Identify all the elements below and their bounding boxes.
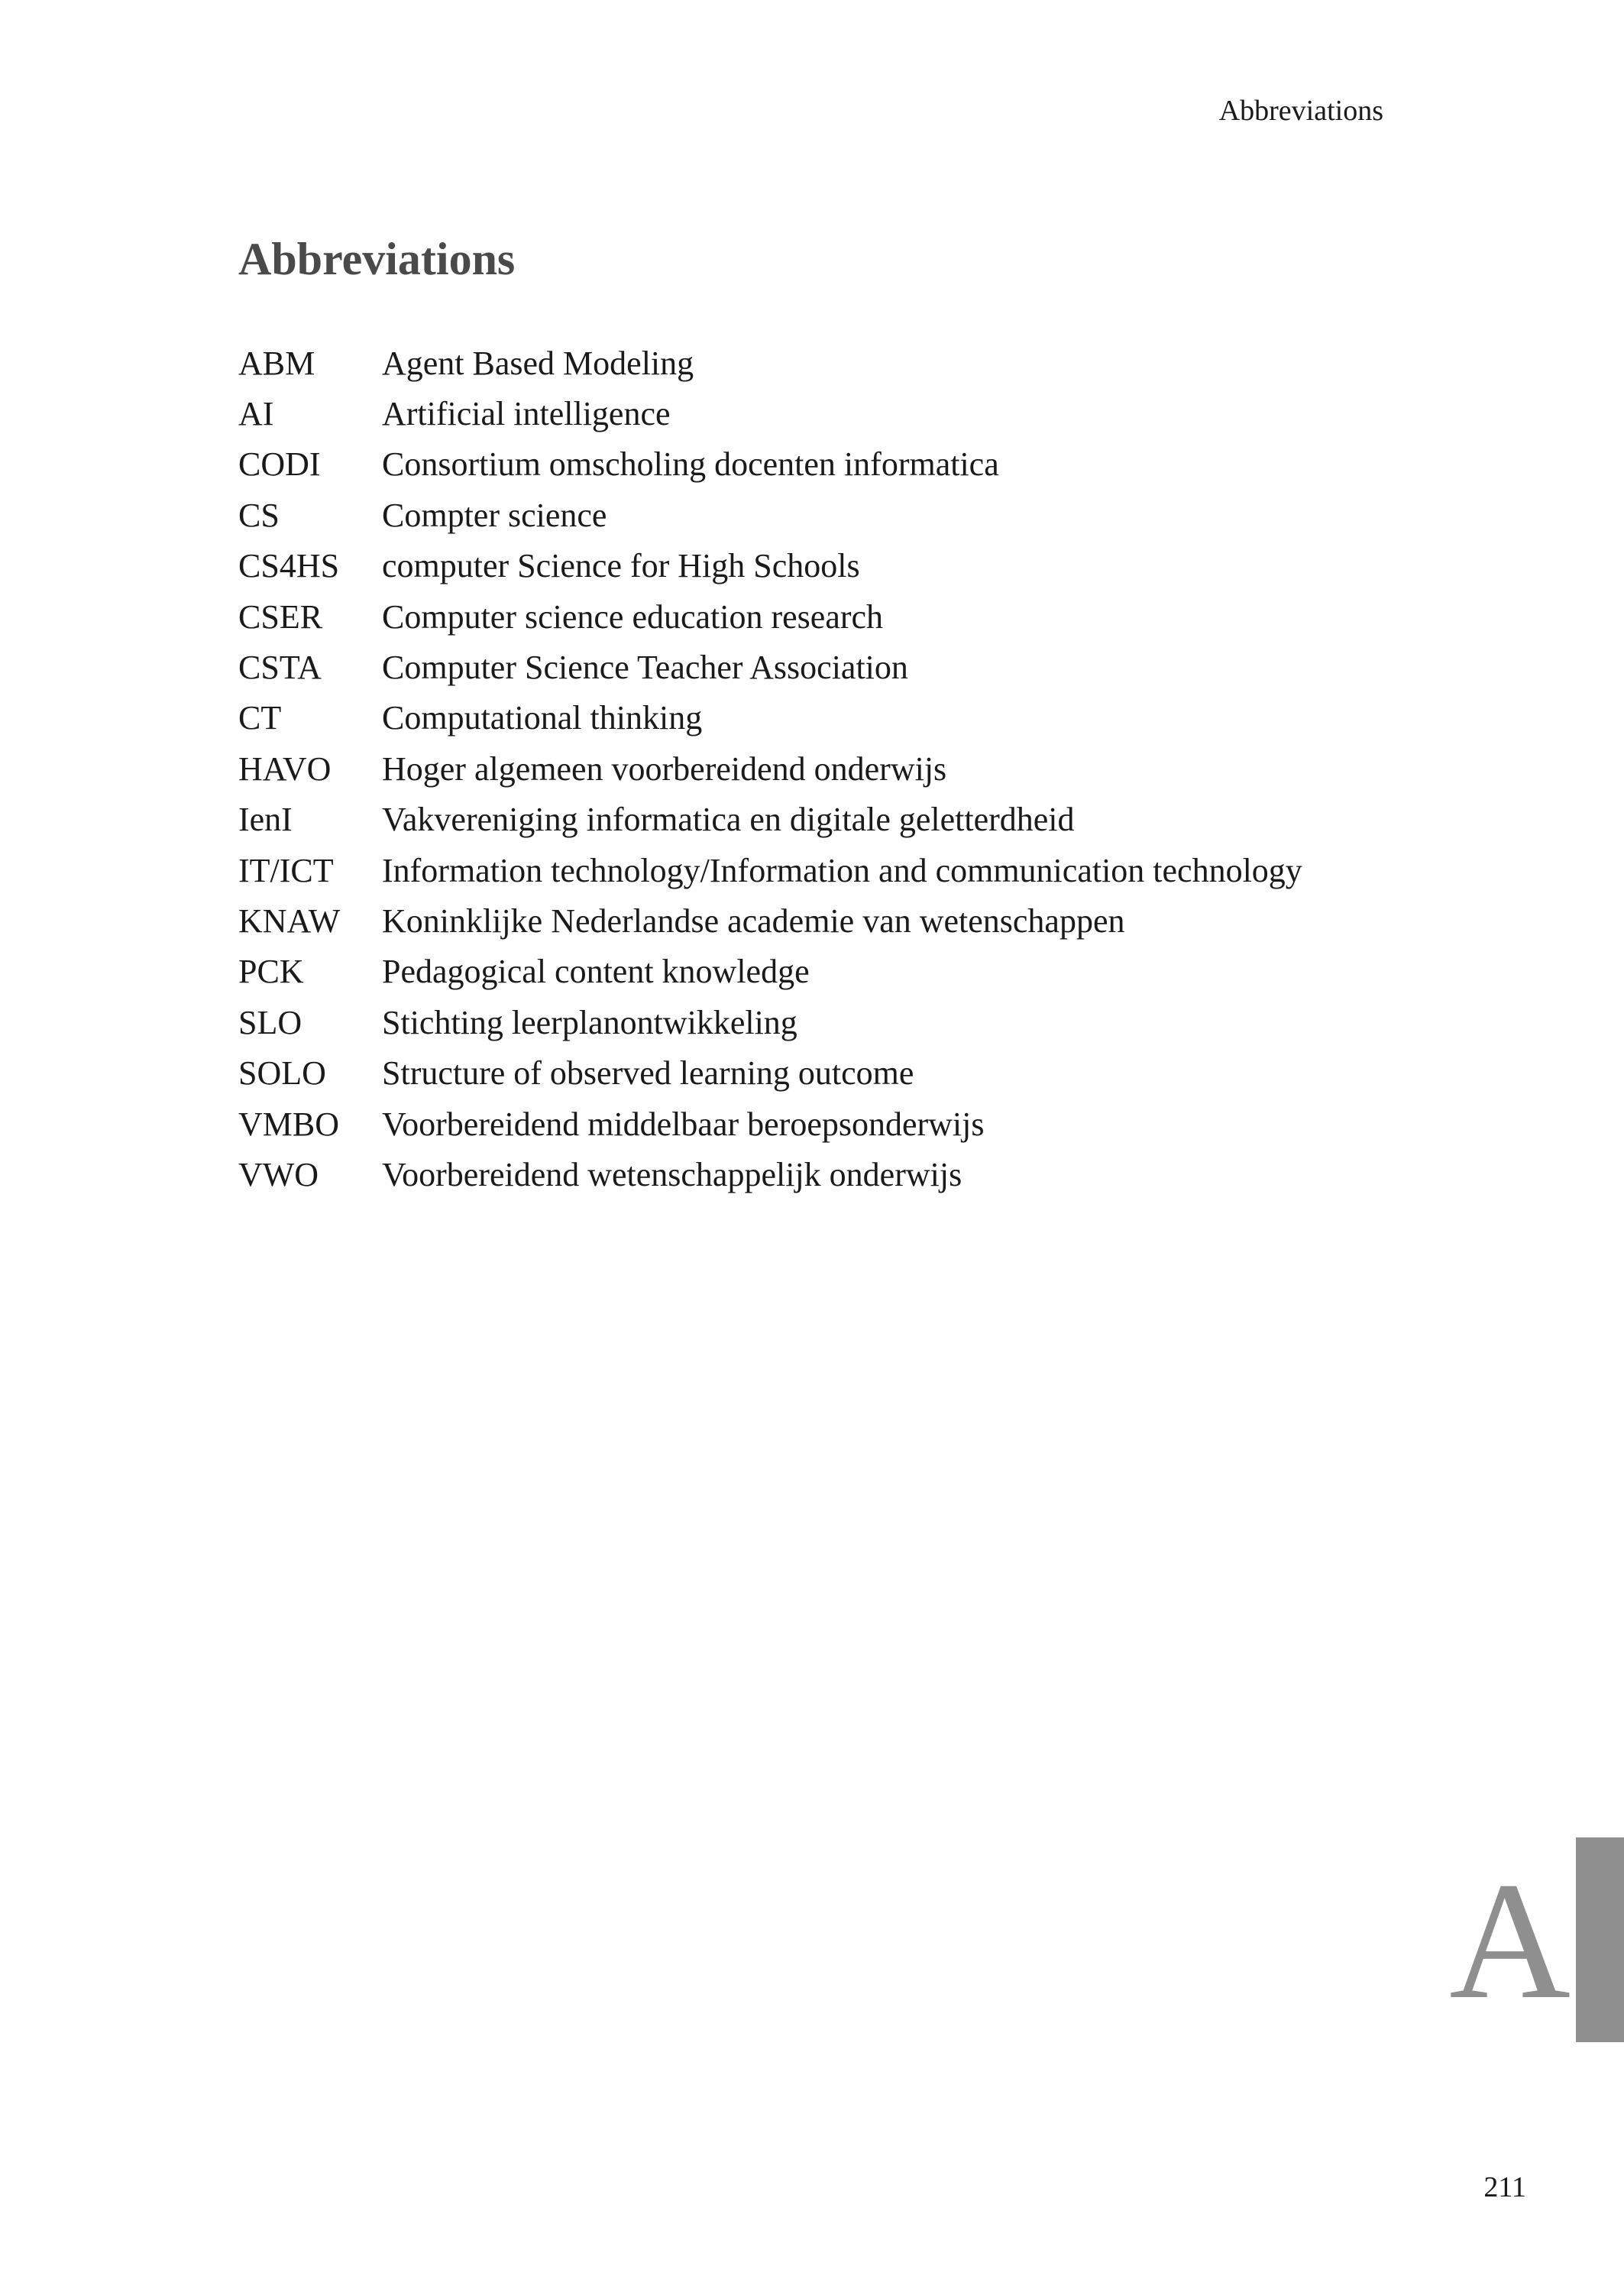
- list-item: [238, 947, 1302, 997]
- section-thumb-letter: A: [1449, 1847, 1571, 2034]
- abbreviation-definition: Computational thinking: [382, 699, 703, 737]
- section-thumb-tab: [1576, 1837, 1624, 2042]
- list-item: [238, 795, 1302, 845]
- abbreviation-term: SLO: [238, 1003, 302, 1041]
- abbreviation-definition: Stichting leerplanontwikkeling: [382, 1003, 797, 1041]
- abbreviation-definition: Artificial intelligence: [382, 395, 671, 433]
- list-item: [238, 1149, 1302, 1199]
- abbreviation-definition: Compter science: [382, 496, 607, 534]
- abbreviation-term: CODI: [238, 445, 321, 484]
- abbreviation-definition: Vakvereniging informatica en digitale geletterdheid: [382, 801, 1075, 839]
- list-item: [238, 439, 1302, 490]
- abbreviation-definition: computer Science for High Schools: [382, 547, 860, 585]
- page-number: 211: [1483, 2171, 1526, 2203]
- list-item: [238, 591, 1302, 642]
- list-item: [238, 997, 1302, 1047]
- abbreviation-term: CSER: [238, 597, 323, 636]
- list-item: [238, 642, 1302, 692]
- abbreviation-definition: Information technology/Information and communication technology: [382, 851, 1302, 889]
- list-item: [238, 388, 1302, 439]
- abbreviation-term: CS: [238, 496, 280, 534]
- abbreviation-term: ABM: [238, 344, 315, 382]
- abbreviation-term: HAVO: [238, 749, 332, 788]
- abbreviation-definition: Voorbereidend wetenschappelijk onderwijs: [382, 1155, 962, 1193]
- abbreviation-definition: Structure of observed learning outcome: [382, 1054, 914, 1093]
- abbreviation-definition: Voorbereidend middelbaar beroepsonderwijs: [382, 1105, 985, 1143]
- abbreviation-term: AI: [238, 395, 274, 433]
- abbreviation-definition: Computer Science Teacher Association: [382, 649, 908, 687]
- list-item: [238, 1047, 1302, 1098]
- abbreviation-term: CS4HS: [238, 547, 340, 585]
- page-title: Abbreviations: [238, 234, 516, 284]
- list-item: [238, 338, 1302, 388]
- abbreviation-term: PCK: [238, 953, 304, 991]
- abbreviation-definition: Pedagogical content knowledge: [382, 953, 810, 991]
- abbreviation-definition: Hoger algemeen voorbereidend onderwijs: [382, 749, 947, 788]
- abbreviation-list: [238, 338, 1302, 1200]
- list-item: [238, 490, 1302, 540]
- abbreviation-term: VWO: [238, 1155, 319, 1193]
- list-item: [238, 743, 1302, 794]
- abbreviation-definition: Agent Based Modeling: [382, 344, 694, 382]
- abbreviation-definition: Computer science education research: [382, 597, 884, 636]
- list-item: [238, 541, 1302, 591]
- abbreviation-definition: Koninklijke Nederlandse academie van wetenschappen: [382, 902, 1125, 940]
- abbreviation-term: VMBO: [238, 1105, 340, 1143]
- list-item: [238, 693, 1302, 743]
- abbreviation-term: KNAW: [238, 902, 341, 940]
- list-item: [238, 895, 1302, 946]
- running-header: Abbreviations: [1218, 95, 1383, 127]
- abbreviation-term: IenI: [238, 801, 293, 839]
- list-item: [238, 845, 1302, 895]
- list-item: [238, 1099, 1302, 1149]
- abbreviation-term: CSTA: [238, 649, 322, 687]
- abbreviation-term: IT/ICT: [238, 851, 334, 889]
- abbreviation-term: SOLO: [238, 1054, 326, 1093]
- abbreviation-definition: Consortium omscholing docenten informatica: [382, 445, 999, 484]
- abbreviation-term: CT: [238, 699, 282, 737]
